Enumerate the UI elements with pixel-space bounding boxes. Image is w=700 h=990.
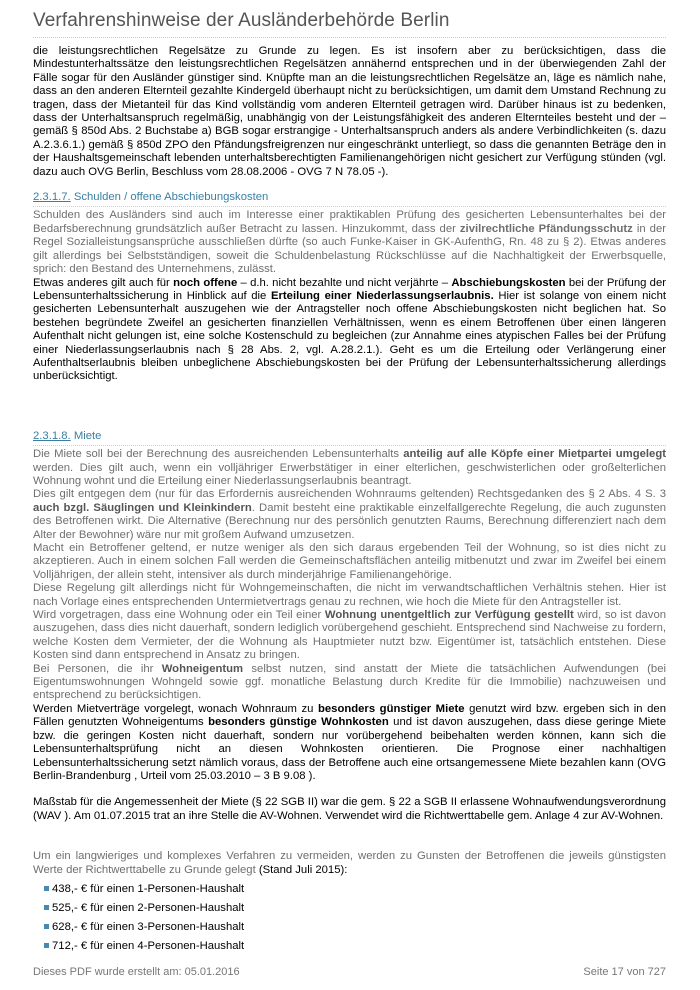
- footer-created-date: Dieses PDF wurde erstellt am: 05.01.2016: [33, 966, 240, 978]
- intro-paragraph: die leistungsrechtlichen Regelsätze zu Grunde zu legen. Es ist insofern aber zu berücksichtigen, dass die Mindestunterhaltssätze den leistungsrechtlichen Regelsätzen annähernd entsprechen und in der überwiegenden Zahl der Fälle sogar für den Ausländer günstiger sind. Knüpfte man an die leistungsrechtlichen Regelsätze an, läge es nämlich nahe, dass an den anderen Elternteil gezahlte Kindergeld überhaupt nicht zu berücksichtigen, um damit dem Umstand Rechnung zu tragen, dass der Mietanteil für das Kind vollständig vom anderen Elternteil getragen wird. Darüber hinaus ist zu bedenken, dass der Unterhaltsanspruch regelmäßig, unabhängig von der Leistungsfähigkeit des anderen Elternteiles besteht und der – gemäß § 850d Abs. 2 Buchstabe a) BGB sogar erstrangige - Unterhaltsanspruch anders als andere Verbindlichkeiten (s. dazu A.2.3.6.1.) gemäß § 850d ZPO den Pfändungsfreigrenzen nur eingeschränkt unterliegt, so dass die genannten Beträge den in der Haushaltsgemeinschaft lebenden unterhaltsberechtigten Familienangehörigen nicht gesichert zur Verfügung stünden (vgl. dazu auch OVG Berlin, Beschluss vom 28.08.2006 - OVG 7 N 78.05 -).: [33, 45, 666, 178]
- schulden-paragraph-1: Schulden des Ausländers sind auch im Interesse einer praktikablen Prüfung des gesicherten Lebensunterhaltes bei der Bedarfsberechnung grundsätzlich außer Betracht zu lassen. Hinzukommt, dass der zivilrechtliche Pfändungsschutz in der Regel Sozialleistungsansprüche ausschließen dürfte (so auch Funke-Kaiser in GK-AufenthG, Rn. 48 zu § 2). Etwas anderes gilt allerdings bei Selbstständigen, soweit die Schuldenbelastung Rückschlüsse auf die Nachhaltigkeit der Erwerbsquelle, sprich: den Bestand des Unternehmens, zulässt.: [33, 209, 667, 276]
- bullet-square-icon: [44, 886, 49, 891]
- bullet-square-icon: [44, 943, 49, 948]
- document-body: [33, 45, 666, 956]
- richtwert-list: [44, 880, 666, 956]
- bullet-square-icon: [44, 905, 49, 910]
- schulden-paragraph-2: Etwas anderes gilt auch für noch offene – d.h. nicht bezahlte und nicht verjährte – Abschiebungskosten bei der Prüfung der Lebensunterhaltssicherung in Hinblick auf die Erteilung einer Niederlassungserlaubnis. Hier ist solange von einem nicht gesicherten Lebensunterhalt auszugehen wie der Antragsteller noch offene Abschiebungskosten nicht beglichen hat. So bestehen begründete Zweifel an gesicherten finanziellen Verhältnissen, wenn es einem Betroffenen über einen längeren Aufenthalt nicht gelungen ist, eine solche Kostenschuld zu begleichen (zur Annahme eines atypischen Falles bei der Prüfung einer Niederlassungserlaubnis nach § 28 Abs. 2, vgl. A.28.2.1.). Geht es um die Erteilung oder Verlängerung einer Aufenthaltserlaubnis bleiben unbeglichene Abschiebungskosten bei der Prüfung der Lebensunterhaltssicherung allerdings unberücksichtigt.: [33, 276, 666, 383]
- miete-paragraph-1: Die Miete soll bei der Berechnung des ausreichenden Lebensunterhalts anteilig auf alle Köpfe einer Mietpartei umgelegt werden. Dies gilt auch, wenn ein volljähriger Erwerbstätiger in einer elterlichen, geschwisterlichen oder großelterlichen Wohnung wohnt und die Erteilung einer Niederlassungserlaubnis beantragt.: [33, 448, 666, 487]
- section-heading-schulden: [33, 191, 666, 207]
- page-title: Verfahrenshinweise der Ausländerbehörde Berlin: [33, 10, 450, 31]
- miete-paragraph-6: Bei Personen, die ihr Wohneigentum selbst nutzen, sind anstatt der Miete die tatsächlichen Aufwendungen (bei Eigentumswohnungen Wohngeld sowie ggf. monatliche Belastung durch Kredite für die Immobilie) nachzuweisen und entsprechend zu berücksichtigen.: [33, 662, 666, 702]
- list-item: 438,- € für einen 1-Personen-Haushalt: [44, 880, 666, 899]
- list-item: 525,- € für einen 2-Personen-Haushalt: [44, 899, 666, 918]
- miete-paragraph-5: Wird vorgetragen, dass eine Wohnung oder ein Teil einer Wohnung unentgeltlich zur Verfügung gestellt wird, so ist davon auszugehen, dass dies nicht dauerhaft, sondern lediglich vorübergehend geschieht. Entsprechend sind Nachweise zu fordern, welche Kosten dem Vermieter, der die Wohnung als Hauptmieter nutzt bzw. Eigentümer ist, tatsächlich entstehen. Diese Kosten sind dann entsprechend in Ansatz zu bringen.: [33, 609, 667, 662]
- section-title: Miete: [73, 429, 102, 442]
- section-number-link[interactable]: 2.3.1.8.: [33, 429, 71, 442]
- miete-paragraph-2: Dies gilt entgegen dem (nur für das Erfordernis ausreichenden Wohnraums geltenden) Rechtsgedanken des § 2 Abs. 4 S. 3 auch bzgl. Säuglingen und Kleinkindern. Damit besteht eine praktikable einzelfallgerechte Regelung, die auch zugunsten des Betroffenen wirkt. Die Alternative (Berechnung nur des persönlich genutzten Raums, Berechnung differenziert nach dem Alter der Bewohner) wäre nur mit großem Aufwand umzusetzen.: [33, 488, 667, 541]
- miete-paragraph-3: Macht ein Betroffener geltend, er nutze weniger als den sich daraus ergebenden Teil der Wohnung, so ist dies nicht zu akzeptieren. Auch in einem solchen Fall werden die Gemeinschaftsflächen anteilig mitbenutzt und zwar im Zweifel bei einem Volljährigen, der allein steht, intensiver als durch minderjährige Familienangehörige.: [33, 542, 666, 581]
- miete-paragraph-7: Werden Mietverträge vorgelegt, wonach Wohnraum zu besonders günstiger Miete genutzt wird bzw. ergeben sich in den Fällen genutzten Wohneigentums besonders günstige Wohnkosten und ist davon auszugehen, dass diese geringe Miete bzw. die geringen Kosten nicht dauerhaft, sondern nur vorübergehend beibehalten werden können, kann sich die Lebensunterhaltsprüfung nicht an diesen Wohnkosten orientieren. Die Prognose einer nachhaltigen Lebensunterhaltssicherung setzt nämlich voraus, dass der Betroffene auch eine ortsangemessene Miete bezahlen kann (OVG Berlin-Brandenburg , Urteil vom 25.03.2010 – 3 B 9.08 ).: [33, 702, 666, 782]
- bullet-square-icon: [44, 924, 49, 929]
- miete-paragraph-4: Diese Regelung gilt allerdings nicht für Wohngemeinschaften, die nicht im verwandtschaftlichen Verhältnis stehen. Hier ist nach Vorlage eines entsprechenden Untermietvertrags genau zu rechnen, wie hoch die Miete für den Antragsteller ist.: [33, 582, 666, 608]
- section-number-link[interactable]: 2.3.1.7.: [33, 191, 71, 204]
- section-divider: [33, 206, 666, 207]
- list-item: 712,- € für einen 4-Personen-Haushalt: [44, 937, 666, 956]
- section-divider: [33, 445, 666, 446]
- section-heading-miete: [33, 430, 666, 446]
- page-header: [33, 10, 666, 38]
- section-title: Schulden / offene Abschiebungskosten: [73, 191, 269, 204]
- list-item: 628,- € für einen 3-Personen-Haushalt: [44, 918, 666, 937]
- miete-paragraph-8: Maßstab für die Angemessenheit der Miete (§ 22 SGB II) war die gem. § 22 a SGB II erlassene Wohnaufwendungsverordnung (WAV ). Am 01.07.2015 trat an ihre Stelle die AV-Wohnen. Verwendet wird die Richtwerttabelle gem. Anlage 4 zur AV-Wohnen.: [33, 796, 666, 822]
- header-divider: [33, 37, 666, 38]
- footer-page-number: Seite 17 von 727: [583, 966, 666, 978]
- page-footer: [33, 966, 666, 978]
- miete-paragraph-9: Um ein langwieriges und komplexes Verfahren zu vermeiden, werden zu Gunsten der Betroffenen die jeweils günstigsten Werte der Richtwerttabelle zu Grunde gelegt (Stand Juli 2015):: [33, 850, 666, 876]
